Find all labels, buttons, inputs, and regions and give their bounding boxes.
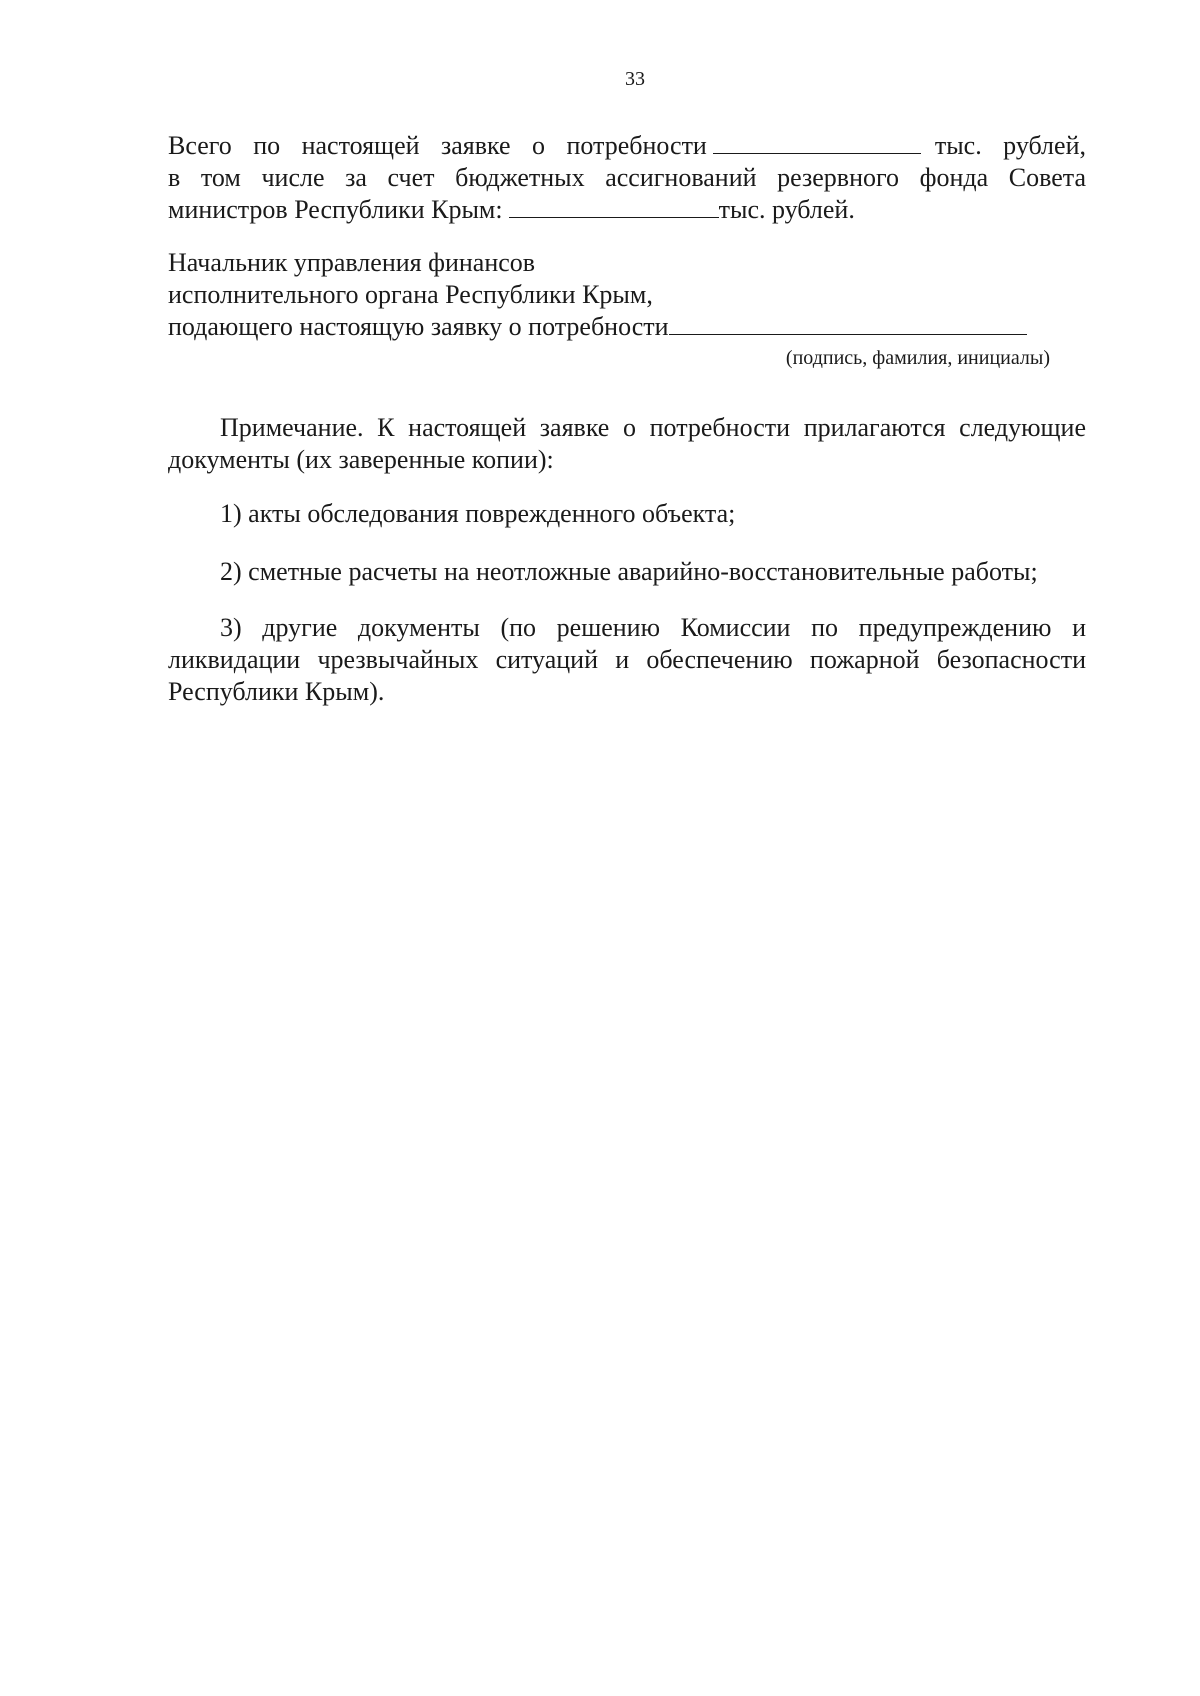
sum-line-3 [168, 194, 1086, 226]
sum-total-blank [713, 131, 921, 154]
sum-statement [168, 130, 1086, 226]
sum-line-3-start: министров Республики Крым: [168, 195, 503, 224]
signature-line [669, 312, 1027, 335]
note-item-2: 2) сметные расчеты на неотложные аварийно-восстановительные работы; [220, 557, 1038, 586]
sum-line-1-start: Всего по настоящей заявке о потребности [168, 131, 707, 160]
sum-line-3-end: тыс. рублей. [718, 195, 855, 224]
sum-line-2: в том числе за счет бюджетных ассигнований резервного фонда Совета [168, 163, 1086, 192]
note-item-3: 3) другие документы (по решению Комиссии по предупреждению и ликвидации чрезвычайных ситуаций и обеспечению пожарной безопасности Республики Крым). [168, 613, 1086, 706]
signatory-line-3 [168, 311, 1086, 343]
note-item-1: 1) акты обследования поврежденного объекта; [220, 499, 736, 528]
sum-line-1 [168, 130, 1086, 162]
sum-line-1-end: тыс. рублей, [934, 131, 1086, 160]
reserve-fund-blank [509, 195, 719, 218]
signatory-line-1: Начальник управления финансов [168, 248, 536, 277]
signatory-block [168, 247, 1086, 343]
page-number: 33 [625, 68, 645, 90]
signatory-line-3-text: подающего настоящую заявку о потребности [168, 312, 669, 341]
note-intro: Примечание. К настоящей заявке о потребности прилагаются следующие документы (их заверенные копии): [168, 413, 1086, 474]
signatory-line-2: исполнительного органа Республики Крым, [168, 280, 653, 309]
signature-caption: (подпись, фамилия, инициалы) [785, 347, 1050, 369]
